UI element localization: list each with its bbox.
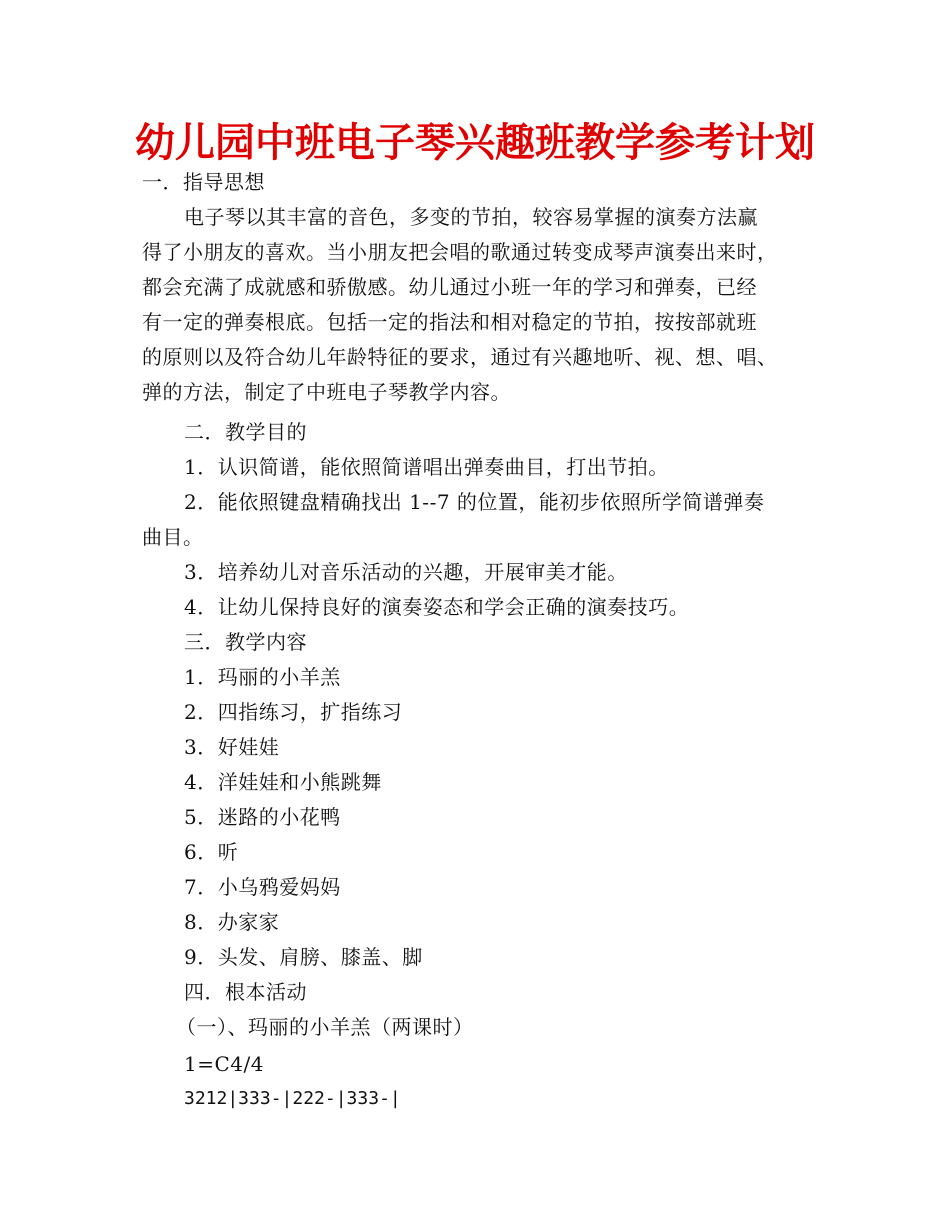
key-signature: 1=C4/4: [184, 1052, 264, 1076]
content-list-item: 6．听: [184, 840, 239, 864]
goal-item: 2．能依照键盘精确找出 1--7 的位置，能初步依照所学简谱弹奏: [184, 490, 765, 514]
music-notation: 3212|333-|222-|333-|: [184, 1088, 401, 1109]
content-list-item: 3．好娃娃: [184, 735, 280, 759]
content-list-item: 9．头发、肩膀、膝盖、脚: [184, 945, 423, 969]
content-list-item: 2．四指练习，扩指练习: [184, 700, 403, 724]
content-list-item: 1．玛丽的小羊羔: [184, 665, 341, 689]
activity-heading: （一）、玛丽的小羊羔（两课时）: [176, 1015, 474, 1039]
goal-item: 1．认识简谱，能依照简谱唱出弹奏曲目，打出节拍。: [184, 455, 669, 479]
paragraph-line: 的原则以及符合幼儿年龄特征的要求，通过有兴趣地听、视、想、唱、: [142, 345, 778, 369]
goal-item-continuation: 曲目。: [142, 525, 204, 549]
paragraph-line: 电子琴以其丰富的音色，多变的节拍，较容易掌握的演奏方法赢: [184, 205, 758, 229]
goal-item: 4．让幼儿保持良好的演奏姿态和学会正确的演奏技巧。: [184, 595, 690, 619]
content-list-item: 5．迷路的小花鸭: [184, 805, 341, 829]
paragraph-line: 有一定的弹奏根底。包括一定的指法和相对稳定的节拍，按按部就班: [142, 310, 757, 334]
goal-item: 3．培养幼儿对音乐活动的兴趣，开展审美才能。: [184, 560, 628, 584]
section-heading-basic-activities: 四．根本活动: [184, 980, 307, 1004]
content-list-item: 8．办家家: [184, 910, 280, 934]
content-list-item: 7．小乌鸦爱妈妈: [184, 875, 341, 899]
paragraph-line: 得了小朋友的喜欢。当小朋友把会唱的歌通过转变成琴声演奏出来时，: [142, 240, 778, 264]
content-list-item: 4．洋娃娃和小熊跳舞: [184, 770, 382, 794]
paragraph-line: 都会充满了成就感和骄傲感。幼儿通过小班一年的学习和弹奏，已经: [142, 275, 757, 299]
section-heading-teaching-content: 三．教学内容: [184, 630, 307, 654]
paragraph-line: 弹的方法，制定了中班电子琴教学内容。: [142, 380, 511, 404]
section-heading-guiding-idea: 一．指导思想: [142, 170, 265, 194]
document-title: 幼儿园中班电子琴兴趣班教学参考计划: [135, 120, 815, 166]
section-heading-teaching-goals: 二．教学目的: [184, 420, 307, 444]
